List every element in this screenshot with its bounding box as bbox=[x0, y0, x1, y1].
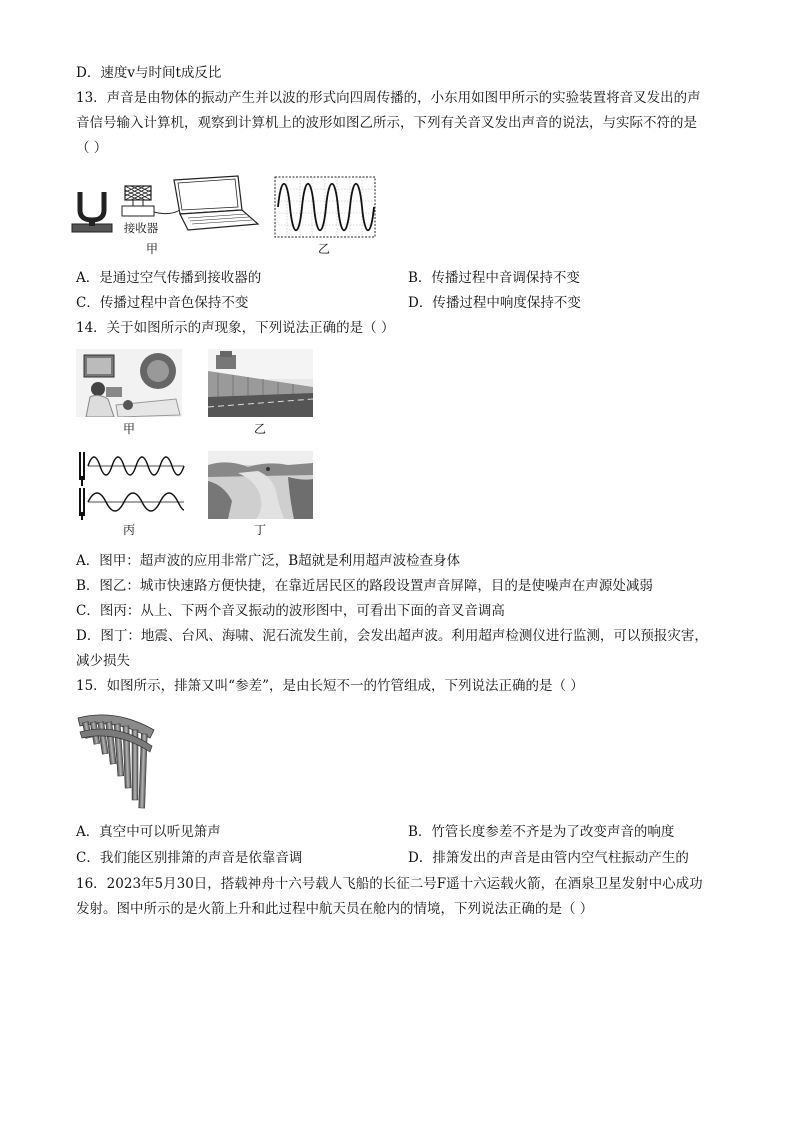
q14-caption-jia: 甲 bbox=[122, 422, 135, 436]
q13-option-a: A．是通过空气传播到接收器的 bbox=[76, 270, 262, 286]
q14-caption-yi: 乙 bbox=[253, 422, 266, 436]
q16-stem-line2: 发射。图中所示的是火箭上升和此过程中航天员在舱内的情境，下列说法正确的是（ ） bbox=[76, 901, 594, 917]
q14-figure-bing-waveforms bbox=[76, 450, 186, 520]
q14-option-c: C．图丙：从上、下两个音叉振动的波形图中，可看出下面的音叉音调高 bbox=[76, 603, 505, 619]
q13-caption-yi: 乙 bbox=[317, 242, 330, 256]
q13-stem-line2: 音信号输入计算机，观察到计算机上的波形如图乙所示，下列有关音叉发出声音的说法，与实际不符的是 bbox=[76, 115, 697, 131]
q13-stem-line3: （ ） bbox=[76, 140, 108, 156]
q15-figure-panflute bbox=[76, 708, 156, 810]
q14-photo-yi bbox=[208, 349, 313, 417]
q15-stem: 15．如图所示，排箫又叫“参差”，是由长短不一的竹管组成，下列说法正确的是（ ） bbox=[76, 678, 584, 694]
q15-option-c: C．我们能区别排箫的声音是依靠音调 bbox=[76, 850, 303, 866]
q13-option-c: C．传播过程中音色保持不变 bbox=[76, 295, 249, 311]
q14-option-d-line2: 减少损失 bbox=[76, 653, 130, 669]
q14-photo-jia bbox=[76, 349, 182, 417]
q12-option-d: D．速度v与时间t成反比 bbox=[76, 65, 222, 81]
q14-caption-bing: 丙 bbox=[122, 523, 135, 537]
q13-figure-waveform bbox=[274, 176, 376, 238]
q14-caption-ding: 丁 bbox=[253, 523, 266, 537]
q13-option-b: B．传播过程中音调保持不变 bbox=[408, 270, 580, 286]
q15-option-a: A．真空中可以听见箫声 bbox=[76, 824, 221, 840]
q14-option-b: B．图乙：城市快速路方便快捷，在靠近居民区的路段设置声音屏障，目的是使噪声在声源处减弱 bbox=[76, 578, 653, 594]
q14-option-d-line1: D．图丁：地震、台风、海啸、泥石流发生前，会发出超声波。利用超声检测仪进行监测，可以预报灾害， bbox=[76, 628, 708, 644]
q14-stem: 14．关于如图所示的声现象，下列说法正确的是（ ） bbox=[76, 320, 395, 336]
q13-option-d: D．传播过程中响度保持不变 bbox=[408, 295, 581, 311]
q13-figure-apparatus bbox=[70, 172, 270, 242]
q13-receiver-label: 接收器 bbox=[123, 221, 159, 235]
q16-stem-line1: 16．2023年5月30日，搭载神舟十六号载人飞船的长征二号F遥十六运载火箭，在酒泉卫星发射中心成功 bbox=[76, 876, 703, 892]
q14-option-a: A．图甲：超声波的应用非常广泛，B超就是利用超声波检查身体 bbox=[76, 553, 461, 569]
q15-option-b: B．竹管长度参差不齐是为了改变声音的响度 bbox=[408, 824, 675, 840]
q14-photo-ding bbox=[208, 451, 313, 519]
q15-option-d: D．排箫发出的声音是由管内空气柱振动产生的 bbox=[408, 850, 689, 866]
q13-caption-jia: 甲 bbox=[145, 242, 158, 256]
q13-stem-line1: 13．声音是由物体的振动产生并以波的形式向四周传播的，小东用如图甲所示的实验装置将音叉发出的声 bbox=[76, 90, 701, 106]
